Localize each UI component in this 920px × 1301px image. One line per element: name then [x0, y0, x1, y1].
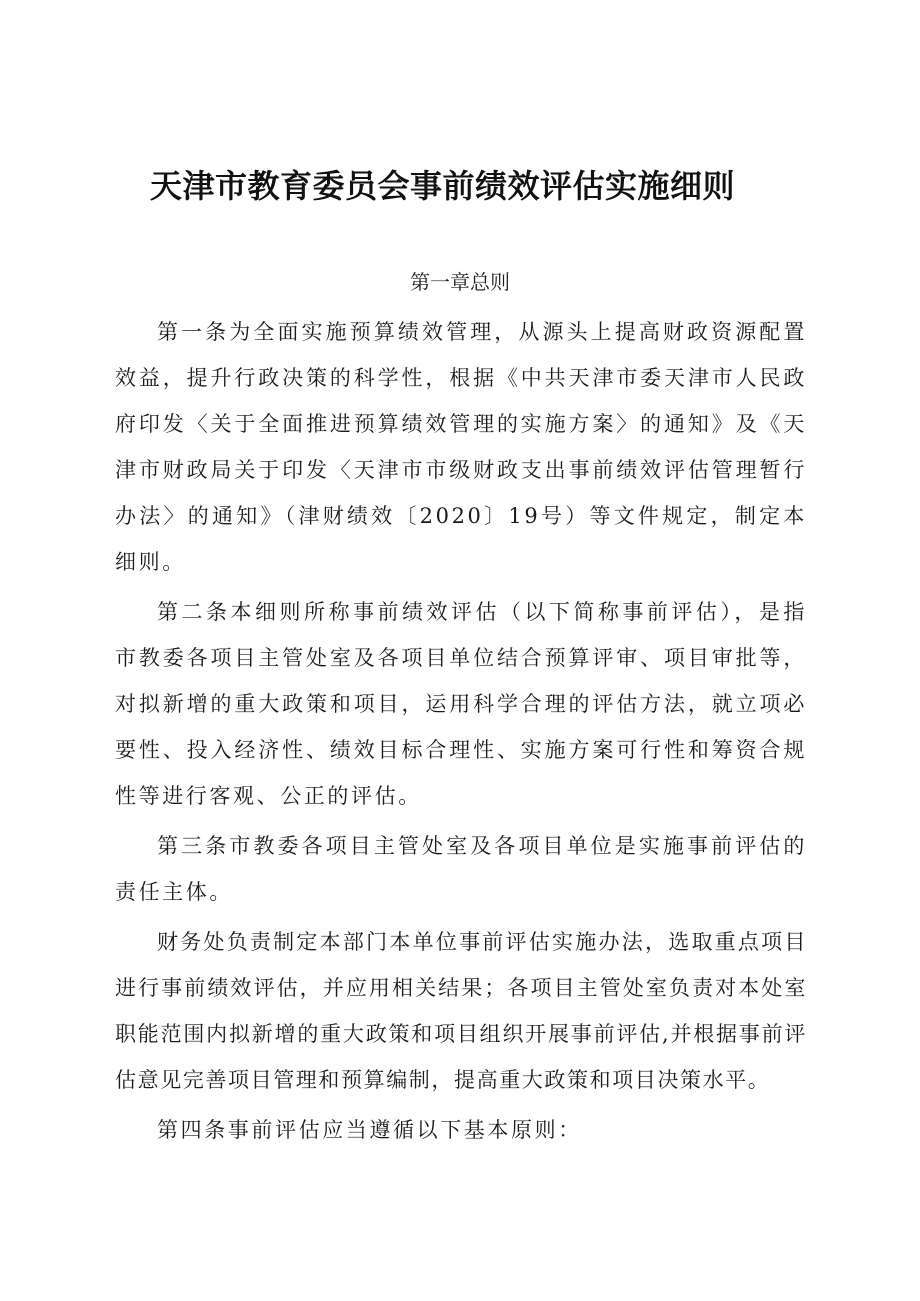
article-2-paragraph: 第二条本细则所称事前绩效评估（以下简称事前评估），是指市教委各项目主管处室及各项目单位结合预算评审、项目审批等，对拟新增的重大政策和项目，运用科学合理的评估方法，就立项必要性、投入经济性、绩效目标合理性、实施方案可行性和筹资合规性等进行客观、公正的评估。	[115, 600, 807, 808]
article-3-paragraph: 第三条市教委各项目主管处室及各项目单位是实施事前评估的责任主体。	[115, 834, 807, 904]
article-1-paragraph: 第一条为全面实施预算绩效管理，从源头上提高财政资源配置效益，提升行政决策的科学性，根据《中共天津市委天津市人民政府印发〈关于全面推进预算绩效管理的实施方案〉的通知》及《天津市财政局关于印发〈天津市市级财政支出事前绩效评估管理暂行办法〉的通知》（津财绩效〔2020〕19号）等文件规定，制定本细则。	[115, 320, 807, 574]
article-4-paragraph: 第四条事前评估应当遵循以下基本原则：	[157, 1118, 582, 1142]
chapter-heading: 第一章总则	[410, 270, 510, 294]
document-body	[115, 309, 807, 1157]
document-title: 天津市教育委员会事前绩效评估实施细则	[150, 167, 736, 205]
finance-office-paragraph: 财务处负责制定本部门本单位事前评估实施办法，选取重点项目进行事前绩效评估，并应用相关结果；各项目主管处室负责对本处室职能范围内拟新增的重大政策和项目组织开展事前评估,并根据事前评估意见完善项目管理和预算编制，提高重大政策和项目决策水平。	[115, 930, 807, 1092]
